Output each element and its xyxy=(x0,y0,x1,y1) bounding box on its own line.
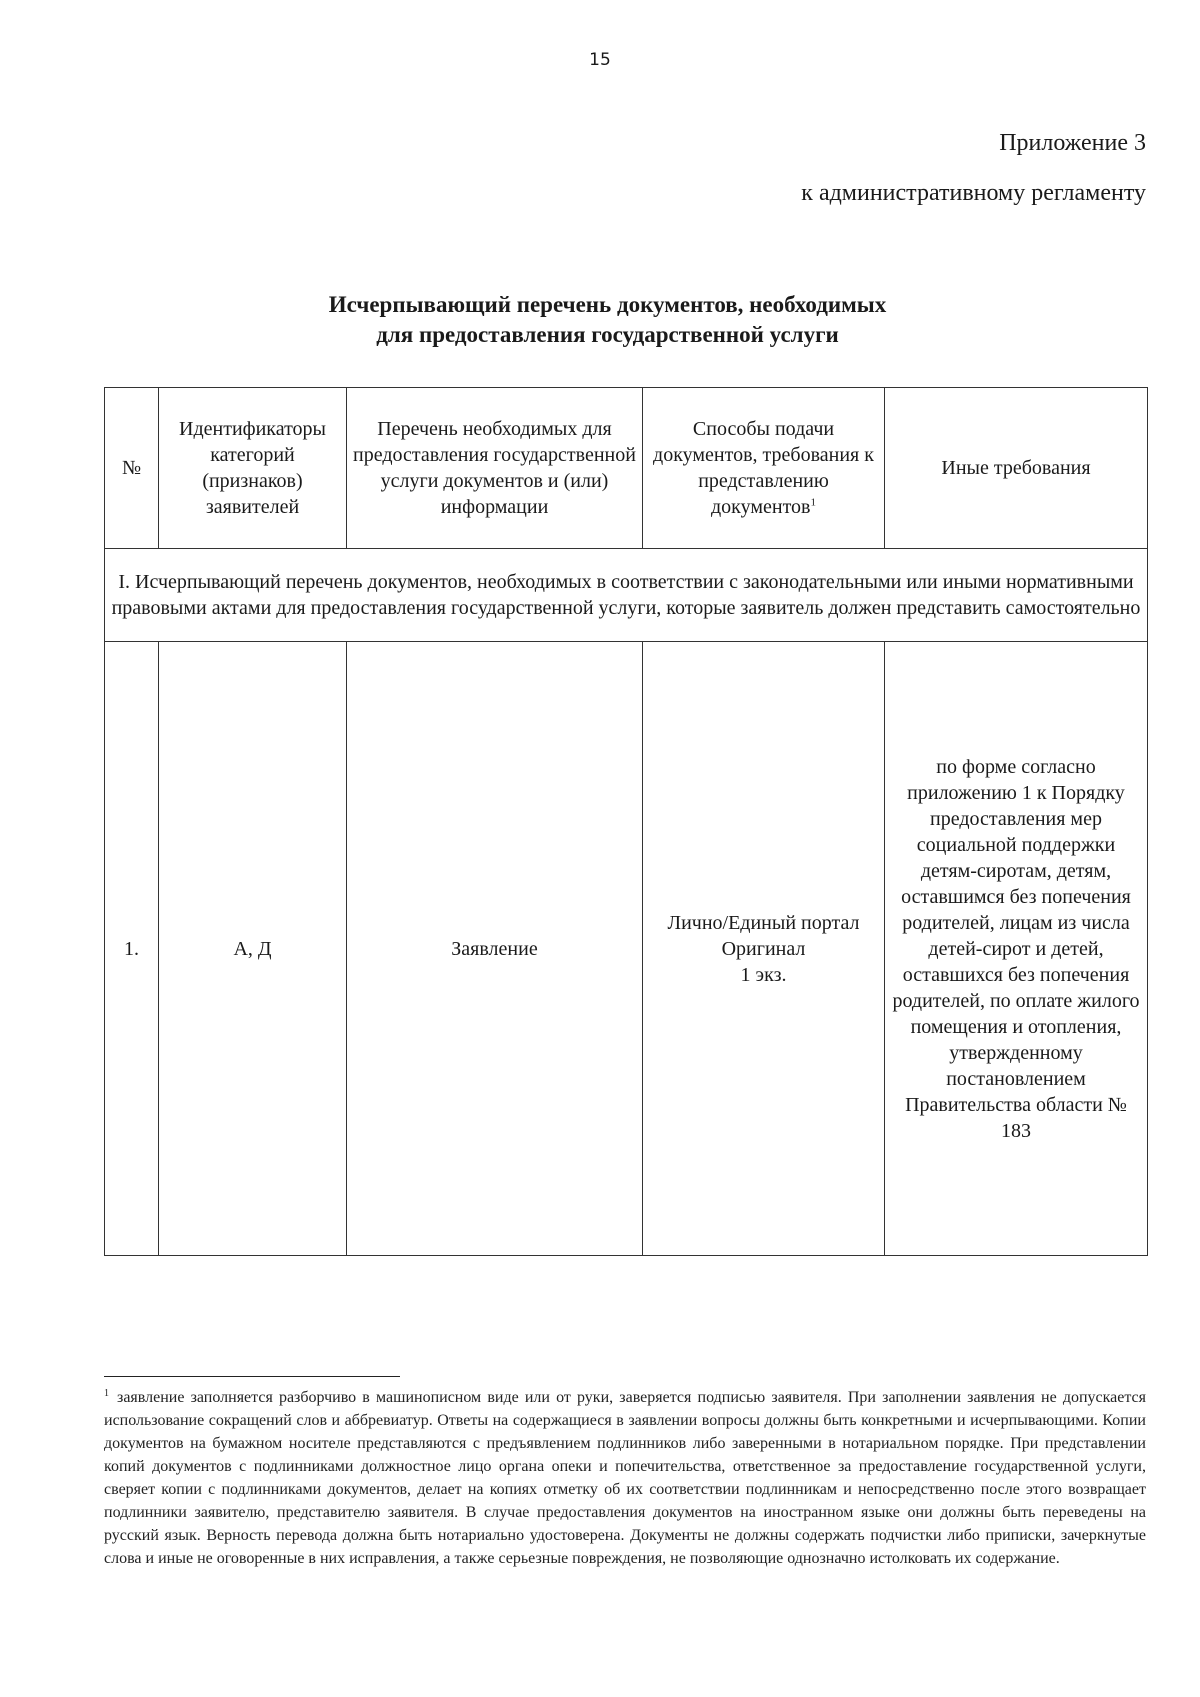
document-title-line-2: для предоставления государственной услуги xyxy=(376,322,839,347)
documents-table xyxy=(104,387,1148,1256)
document-title-line-1: Исчерпывающий перечень документов, необходимых xyxy=(328,292,887,317)
footnote-marker: 1 xyxy=(104,1387,109,1399)
row-method-line: Лично/Единый портал xyxy=(667,911,860,934)
document-title xyxy=(0,290,1200,350)
row-number: 1. xyxy=(105,642,159,1256)
footnote-text: заявление заполняется разборчиво в машинописном виде или от руки, заверяется подписью заявителя. При заполнении заявления не допускается использование сокращений слов и аббревиатур. Ответы на содержащиеся в заявлении вопросы должны быть конкретными и исчерпывающими. Копии документов на бумажном носителе представляются с предъявлением подлинников либо заверенными в нотариальном порядке. При представлении копий документов с подлинниками должностное лицо органа опеки и попечительства, ответственное за предоставление государственной услуги, сверяет копии с подлинниками документов, делает на копиях отметку об их соответствии подлинникам и непосредственно после этого возвращает подлинники заявителю, представителю заявителя. В случае предоставления документов на иностранном языке они должны быть переведены на русский язык. Верность перевода должна быть нотариально удостоверена. Документы не должны содержать подчистки либо приписки, зачеркнутые слова и иные не оговоренные в них исправления, а также серьезные повреждения, не позволяющие однозначно истолковать их содержание. xyxy=(104,1389,1146,1567)
row-method-line: 1 экз. xyxy=(740,963,787,986)
appendix-title: Приложение 3 xyxy=(999,130,1146,156)
row-identifier: А, Д xyxy=(159,642,347,1256)
header-other: Иные требования xyxy=(885,388,1148,549)
section-row xyxy=(105,549,1148,642)
row-document: Заявление xyxy=(347,642,643,1256)
row-other-requirements: по форме согласно приложению 1 к Порядку предоставления мер социальной поддержки детям-сиротам, детям, оставшимся без попечения родителей, лицам из числа детей-сирот и детей, оставшихся без попечения родителей, по оплате жилого помещения и отопления, утвержденному постановлением Правительства области № 183 xyxy=(885,642,1148,1256)
header-number: № xyxy=(105,388,159,549)
section-heading: I. Исчерпывающий перечень документов, необходимых в соответствии с законодательными или иными нормативными правовыми актами для предоставления государственной услуги, которые заявитель должен представить самостоятельно xyxy=(105,549,1148,642)
appendix-subtitle: к административному регламенту xyxy=(801,180,1146,206)
header-identifier: Идентификаторы категорий (признаков) заявителей xyxy=(159,388,347,549)
footnote xyxy=(104,1386,1146,1570)
row-methods xyxy=(643,642,885,1256)
page-number: 15 xyxy=(589,50,611,70)
header-documents: Перечень необходимых для предоставления государственной услуги документов и (или) информации xyxy=(347,388,643,549)
table-header-row xyxy=(105,388,1148,549)
header-methods-text: Способы подачи документов, требования к представлению документов xyxy=(653,418,874,518)
row-method-line: Оригинал xyxy=(721,937,806,960)
header-methods xyxy=(643,388,885,549)
table-row xyxy=(105,642,1148,1256)
footnote-reference: 1 xyxy=(810,496,816,509)
footnote-divider xyxy=(104,1376,400,1377)
